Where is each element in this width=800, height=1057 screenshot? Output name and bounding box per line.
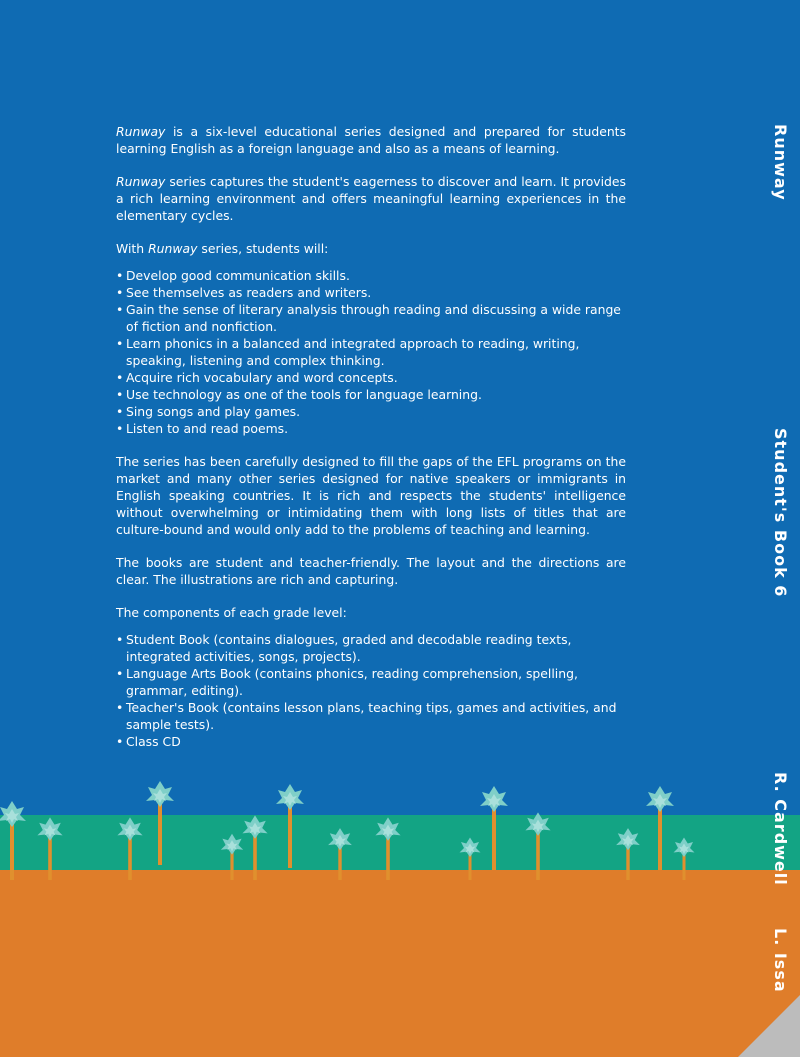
list-item: • Develop good communication skills. [116,267,626,284]
palm-tree-icon [328,828,352,880]
palm-tree-icon [0,801,26,880]
student-goals-list [116,267,626,437]
eagerness-paragraph [116,173,626,224]
palm-tree-icon [117,817,142,880]
list-item: • Sing songs and play games. [116,403,626,420]
list-item: • Gain the sense of literary analysis through reading and discussing a wide range of fiction and nonfiction. [116,301,626,335]
series-name: Runway [116,124,166,139]
intro-text: is a six-level educational series designed and prepared for students learning English as a foreign language and also as a means of learning. [116,124,626,156]
palm-tree-icon [616,828,640,880]
list-item: • Student Book (contains dialogues, graded and decodable reading texts, integrated activities, songs, projects). [116,631,626,665]
palm-tree-icon [646,786,674,870]
components-heading: The components of each grade level: [116,605,347,620]
corner-fold [738,995,800,1057]
books-paragraph: The books are student and teacher-friendly. The layout and the directions are clear. The illustrations are rich and capturing. [116,555,626,587]
intro-paragraph [116,123,626,157]
description-block [116,123,626,766]
list-item: • Use technology as one of the tools for language learning. [116,386,626,403]
palm-tree-icon [242,815,267,880]
series-design-paragraph: The series has been carefully designed to fill the gaps of the EFL programs on the market and many other series designed for native speakers or immigrants in English speaking countries. It is rich and respects the students' intelligence without overwhelming or intimidating them with long lists of titles that are culture-bound and would only add to the problems of teaching and learning. [116,454,626,537]
list-item: • Language Arts Book (contains phonics, reading comprehension, spelling, grammar, editing). [116,665,626,699]
palm-tree-icon [375,817,400,880]
list-item: • See themselves as readers and writers. [116,284,626,301]
back-cover: Runway is a six-level educational series designed and prepared for students learning English as a foreign language and also as a means of learning. Runway series captures the student's eagerness to discover and learn. It provides a rich learning environment and offers meaningful learning experiences in the elementary cycles. With Runway series, students will: • Develop good communication skills. • See themselves as readers and writers. • Gain the sense of literary analysis through reading and discussing a wide range of fiction and nonfiction. • Learn phonics in a balanced and integrated approach to reading, writing, speaking, listening and complex thinking. • Acquire rich vocabulary and word concepts. • Use technology as one of the tools for language learning. • Sing songs and play games. • Listen to and read poems. The series has been carefully designed to fill the gaps of the EFL programs on the market and many other series designed for native speakers or immigrants in English speaking countries. It is rich and respects the students' intelligence without overwhelming or intimidating them with long lists of titles that are culture-bound and would only add to the problems of teaching and learning. The books are student and teacher-friendly. The layout and the directions are clear. The illustrations are rich and capturing. The components of each grade level: • Student Book (contains dialogues, graded and decodable reading texts, integrated activities, songs, projects). • Language Arts Book (contains phonics, reading comprehension, spelling, grammar, editing). • Teacher's Book (contains lesson plans, teaching tips, games and activities, and sample tests). • Class CD Runway Student's Book 6 R. Cardwell L. Issa [0,0,800,1057]
goals-intro: With Runway series, students will: [116,241,329,256]
palm-tree-icon [146,781,174,865]
palm-tree-icon [460,838,481,881]
palm-tree-icon [221,834,243,880]
list-item: • Acquire rich vocabulary and word concepts. [116,369,626,386]
list-item: • Teacher's Book (contains lesson plans, teaching tips, games and activities, and sample tests). [116,699,626,733]
palm-tree-icon [674,838,695,881]
tree-row [0,770,800,880]
list-item: • Class CD [116,733,626,750]
palm-tree-icon [37,817,62,880]
palm-tree-icon [525,812,550,880]
ground-area [0,870,800,1057]
list-item: • Listen to and read poems. [116,420,626,437]
series-name: Runway [148,241,198,256]
eagerness-text: series captures the student's eagerness to discover and learn. It provides a rich learning environment and offers meaningful learning experiences in the elementary cycles. [116,174,626,223]
components-list [116,631,626,750]
palm-tree-icon [276,784,304,868]
palm-tree-icon [480,786,508,870]
list-item: • Learn phonics in a balanced and integrated approach to reading, writing, speaking, listening and complex thinking. [116,335,626,369]
series-name: Runway [116,174,166,189]
